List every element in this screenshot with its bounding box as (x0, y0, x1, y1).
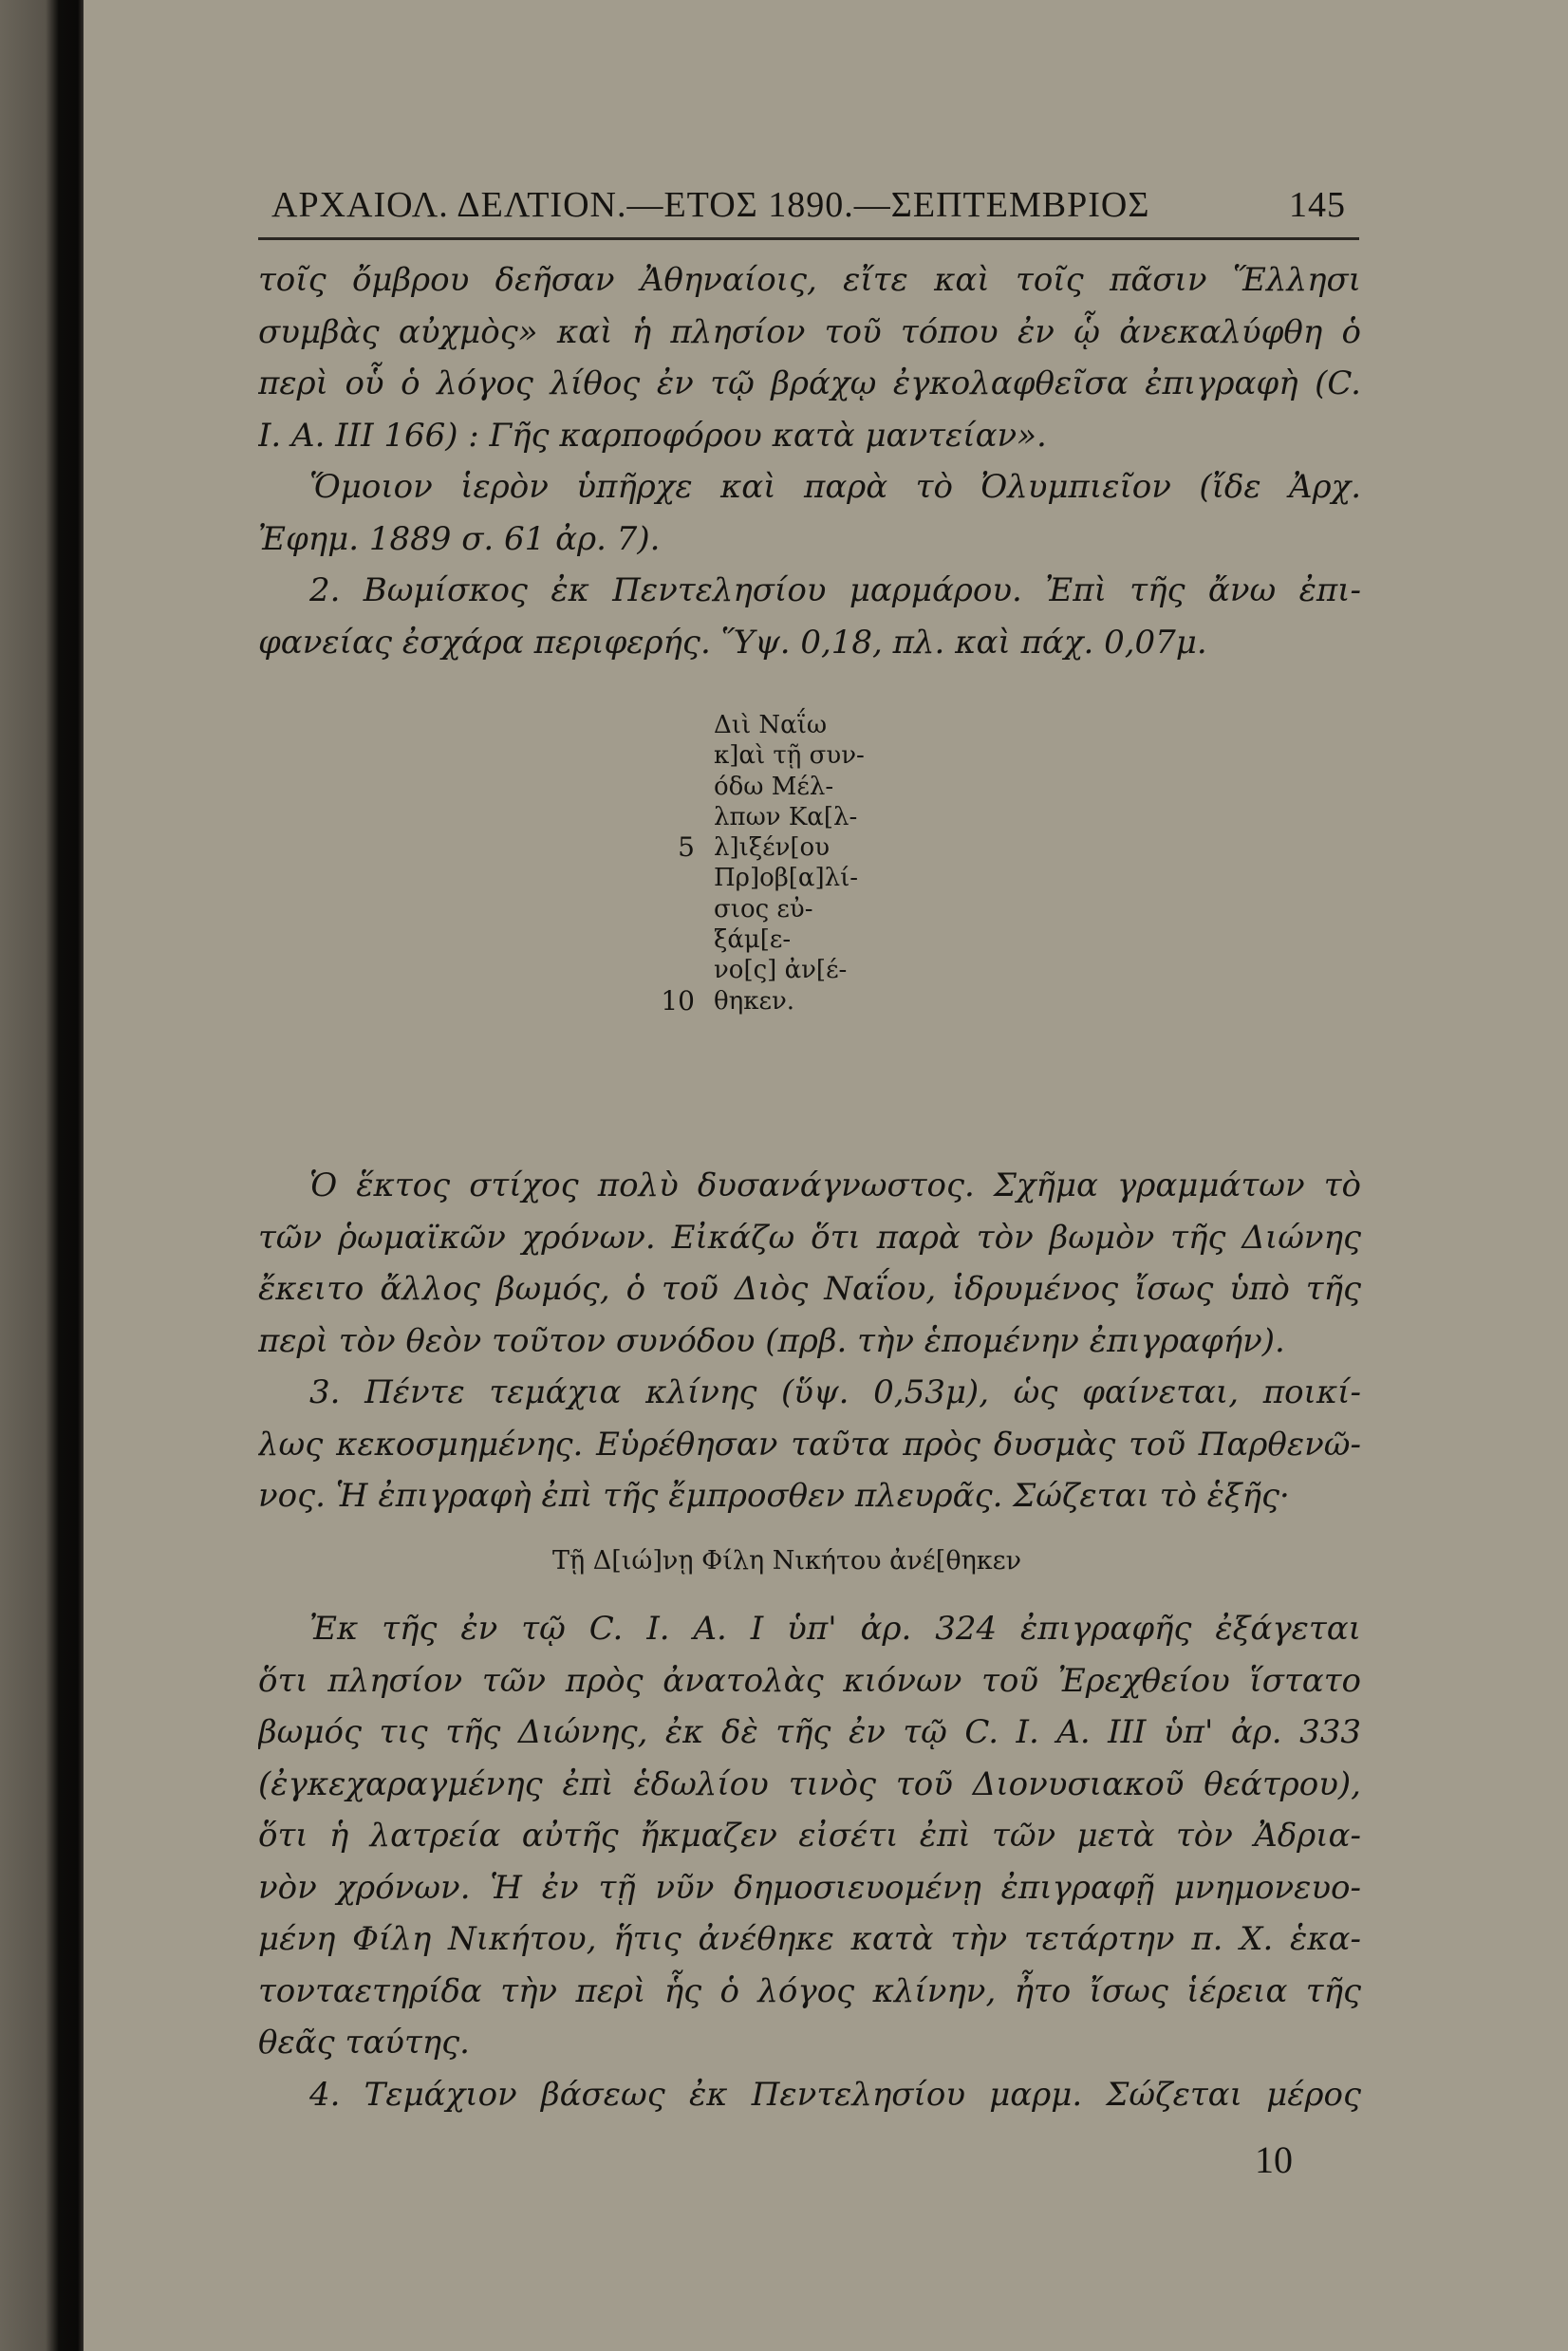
text-line: 2. Βωμίσκος ἐκ Πεντελησίου μαρμάρου. Ἐπὶ τῆς ἄνω ἐπι- (309, 571, 1361, 609)
inscription-line (653, 863, 957, 893)
signature-mark: 10 (1255, 2138, 1293, 2181)
text-line: Ὅμοιον ἱερὸν ὑπῆρχε καὶ παρὰ τὸ Ὀλυμπιεῖον (ἴδε Ἀρχ. (309, 468, 1361, 506)
text-line: λως κεκοσμημένης. Εὑρέθησαν ταῦτα πρὸς δυσμὰς τοῦ Παρθενῶ- (258, 1425, 1361, 1464)
inscription-text: νο[ς] ἀν[έ- (714, 956, 848, 985)
text-line: φανείας ἐσχάρα περιφερής. Ὕψ. 0,18, πλ. καὶ πάχ. 0,07μ. (258, 623, 1207, 662)
header-rule (258, 237, 1359, 240)
inscription-line (653, 832, 957, 863)
inscription-text: Πρ]οβ[α]λί- (714, 864, 859, 893)
text-line: ὅτι πλησίον τῶν πρὸς ἀνατολὰς κιόνων τοῦ Ἐρεχθείου ἵστατο (258, 1661, 1361, 1700)
inscription-line (653, 802, 957, 832)
inscription-text: λπων Κα[λ- (714, 802, 858, 831)
line-number: 10 (661, 984, 695, 1017)
line-number: 5 (678, 831, 695, 864)
text-line: ὅτι ἡ λατρεία αὐτῆς ἤκμαζεν εἰσέτι ἐπὶ τῶν μετὰ τὸν Ἀδρια- (258, 1817, 1361, 1855)
text-line: I. A. III 166) : Γῆς καρποφόρου κατὰ μαντείαν». (258, 416, 1047, 455)
text-line: Ὁ ἕκτος στίχος πολὺ δυσανάγνωστος. Σχῆμα γραμμάτων τὸ (309, 1166, 1361, 1204)
journal-title: ΑΡΧΑΙΟΛ. ΔΕΛΤΙΟΝ.—ΕΤΟΣ 1890.—ΣΕΠΤΕΜΒΡΙΟΣ (271, 185, 1150, 225)
text-line: περὶ τὸν θεὸν τοῦτον συνόδου (πρβ. τὴν ἑπομένην ἐπιγραφήν). (258, 1321, 1285, 1360)
inscription-text: λ]ιξέν[ου (714, 833, 831, 863)
text-line: βωμός τις τῆς Διώνης, ἐκ δὲ τῆς ἐν τῷ C. I. A. III ὑπ' ἀρ. 333 (258, 1713, 1361, 1751)
inscription-text: όδω Μέλ- (714, 772, 834, 801)
text-line: Ἐκ τῆς ἐν τῷ C. I. A. I ὑπ' ἀρ. 324 ἐπιγραφῆς ἐξάγεται (309, 1610, 1361, 1648)
book-binding-gutter (0, 0, 84, 2351)
text-line: (ἐγκεχαραγμένης ἐπὶ ἑδωλίου τινὸς τοῦ Διονυσιακοῦ θεάτρου), (258, 1764, 1361, 1803)
inscription-text: κ]αὶ τῇ συν- (714, 741, 865, 771)
inscription-line (653, 710, 957, 740)
text-line: θεᾶς ταύτης. (258, 2024, 470, 2062)
text-line: νὸν χρόνων. Ἡ ἐν τῇ νῦν δημοσιευομένῃ ἐπιγραφῇ μνημονευο- (258, 1868, 1361, 1907)
inscription-text: ξάμ[ε- (714, 925, 792, 955)
text-line: μένη Φίλη Νικήτου, ἥτις ἀνέθηκε κατὰ τὴν τετάρτην π. Χ. ἑκα- (258, 1920, 1361, 1958)
inscription-single-line: Τῇ Δ[ιώ]νῃ Φίλη Νικήτου ἀνέ[θηκεν (552, 1546, 1022, 1576)
body-text-block-2 (258, 1160, 1361, 1522)
text-line: τῶν ῥωμαϊκῶν χρόνων. Εἰκάζω ὅτι παρὰ τὸν βωμὸν τῆς Διώνης (258, 1218, 1361, 1257)
text-line: συμβὰς αὐχμὸς» καὶ ἡ πλησίον τοῦ τόπου ἐν ᾧ ἀνεκαλύφθη ὁ (258, 312, 1361, 351)
text-line: νος. Ἡ ἐπιγραφὴ ἐπὶ τῆς ἔμπροσθεν πλευρᾶς. Σώζεται τὸ ἑξῆς· (258, 1477, 1290, 1515)
inscription-line (653, 740, 957, 771)
text-line: Ἐφημ. 1889 σ. 61 ἀρ. 7). (258, 519, 661, 558)
inscription-line (653, 924, 957, 955)
text-line: 4. Τεμάχιον βάσεως ἐκ Πεντελησίου μαρμ. Σώζεται μέρος (309, 2075, 1361, 2114)
page-number: 145 (1289, 185, 1346, 225)
body-text-block-3 (258, 1603, 1361, 2120)
text-line: περὶ οὗ ὁ λόγος λίθος ἐν τῷ βράχῳ ἐγκολαφθεῖσα ἐπιγραφὴ (C. (258, 364, 1361, 402)
inscription-line (653, 955, 957, 985)
text-line: τοῖς ὄμβρου δεῆσαν Ἀθηναίοις, εἴτε καὶ τοῖς πᾶσιν Ἕλλησι (258, 261, 1361, 299)
inscription-line (653, 986, 957, 1017)
body-text-block-1 (258, 254, 1361, 668)
text-line: τονταετηρίδα τὴν περὶ ἧς ὁ λόγος κλίνην, ἦτο ἴσως ἱέρεια τῆς (258, 1971, 1361, 2010)
inscription-line (653, 772, 957, 802)
inscription-text: σιος εὐ- (714, 894, 813, 924)
text-line: ἔκειτο ἄλλος βωμός, ὁ τοῦ Διὸς Ναΐου, ἱδρυμένος ἴσως ὑπὸ τῆς (258, 1270, 1361, 1308)
text-line: 3. Πέντε τεμάχια κλίνης (ὕψ. 0,53μ), ὡς φαίνεται, ποικί- (309, 1373, 1361, 1411)
inscription-line (653, 894, 957, 924)
inscription-text: Διὶ Ναΐω (714, 711, 828, 739)
running-head (271, 175, 1346, 232)
inscription-transcription (653, 710, 957, 1017)
inscription-text: θηκεν. (714, 986, 795, 1016)
